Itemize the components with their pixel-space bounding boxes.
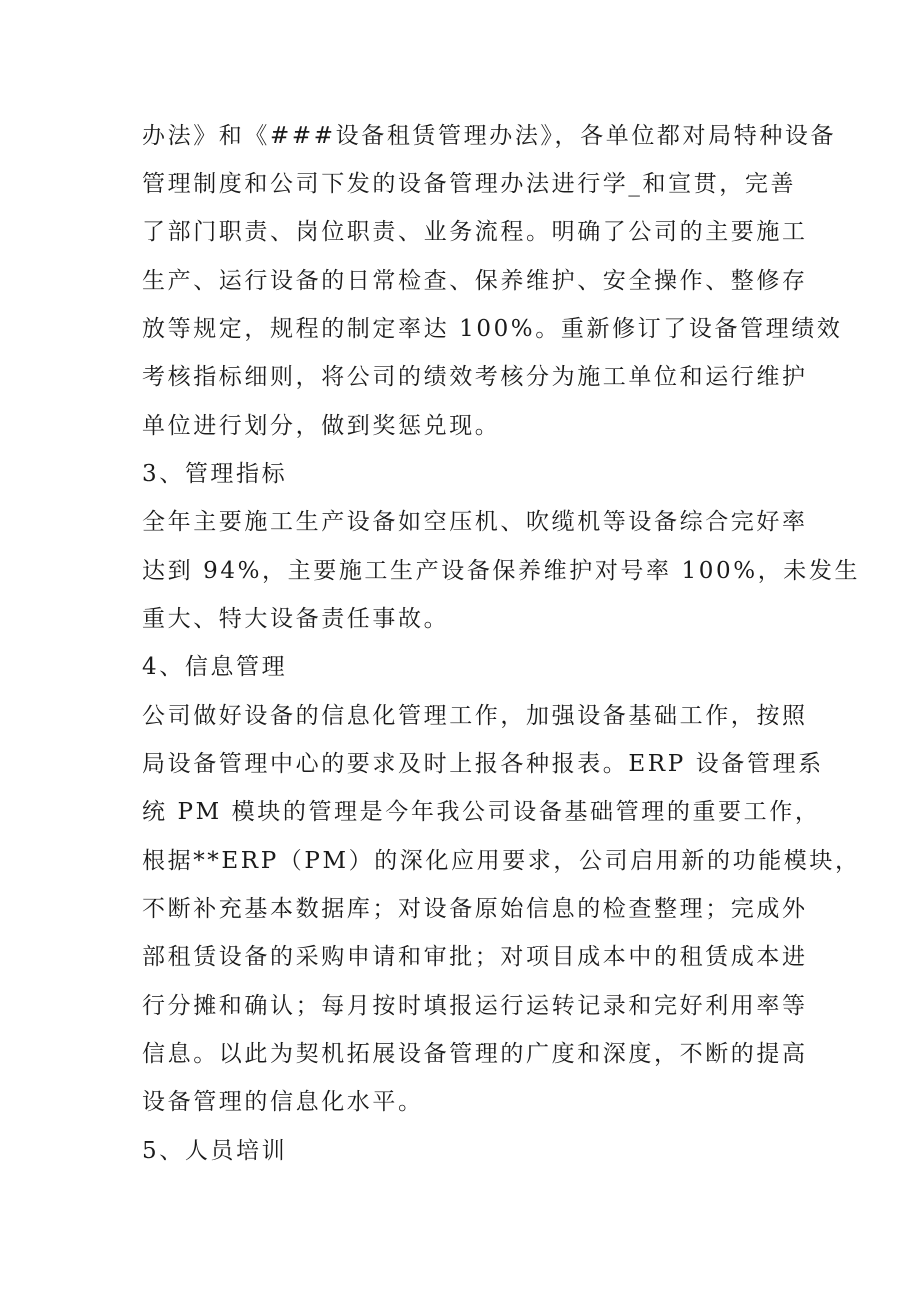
section-heading-5: 5、人员培训 [142, 1138, 288, 1164]
text-line-2: 管理制度和公司下发的设备管理办法进行学_和宣贯，完善 [142, 171, 797, 197]
text-line-9: 全年主要施工生产设备如空压机、吹缆机等设备综合完好率 [142, 509, 808, 535]
text-line-21: 设备管理的信息化水平。 [142, 1089, 424, 1115]
text-line-3: 了部门职责、岗位职责、业务流程。明确了公司的主要施工 [142, 219, 808, 245]
text-line-16: 根据**ERP（PM）的深化应用要求，公司启用新的功能模块， [142, 848, 861, 874]
text-line-17: 不断补充基本数据库；对设备原始信息的检查整理；完成外 [142, 896, 808, 922]
text-line-1: 办法》和《###设备租赁管理办法》，各单位都对局特种设备 [142, 123, 837, 149]
text-line-13: 公司做好设备的信息化管理工作，加强设备基础工作，按照 [142, 703, 808, 729]
section-heading-4: 4、信息管理 [142, 654, 288, 680]
text-line-10: 达到 94%，主要施工生产设备保养维护对号率 100%，未发生 [142, 558, 861, 584]
text-line-19: 行分摊和确认；每月按时填报运行运转记录和完好利用率等 [142, 993, 808, 1019]
text-line-11: 重大、特大设备责任事故。 [142, 606, 450, 632]
text-line-20: 信息。以此为契机拓展设备管理的广度和深度，不断的提高 [142, 1041, 808, 1067]
text-line-18: 部租赁设备的采购申请和审批；对项目成本中的租赁成本进 [142, 944, 808, 970]
text-line-15: 统 PM 模块的管理是今年我公司设备基础管理的重要工作， [142, 799, 821, 825]
text-line-4: 生产、运行设备的日常检查、保养维护、安全操作、整修存 [142, 268, 808, 294]
text-line-7: 单位进行划分，做到奖惩兑现。 [142, 413, 501, 439]
text-line-5: 放等规定，规程的制定率达 100%。重新修订了设备管理绩效 [142, 316, 843, 342]
text-line-6: 考核指标细则，将公司的绩效考核分为施工单位和运行维护 [142, 364, 808, 390]
section-heading-3: 3、管理指标 [142, 461, 288, 487]
text-line-14: 局设备管理中心的要求及时上报各种报表。ERP 设备管理系 [142, 751, 824, 777]
